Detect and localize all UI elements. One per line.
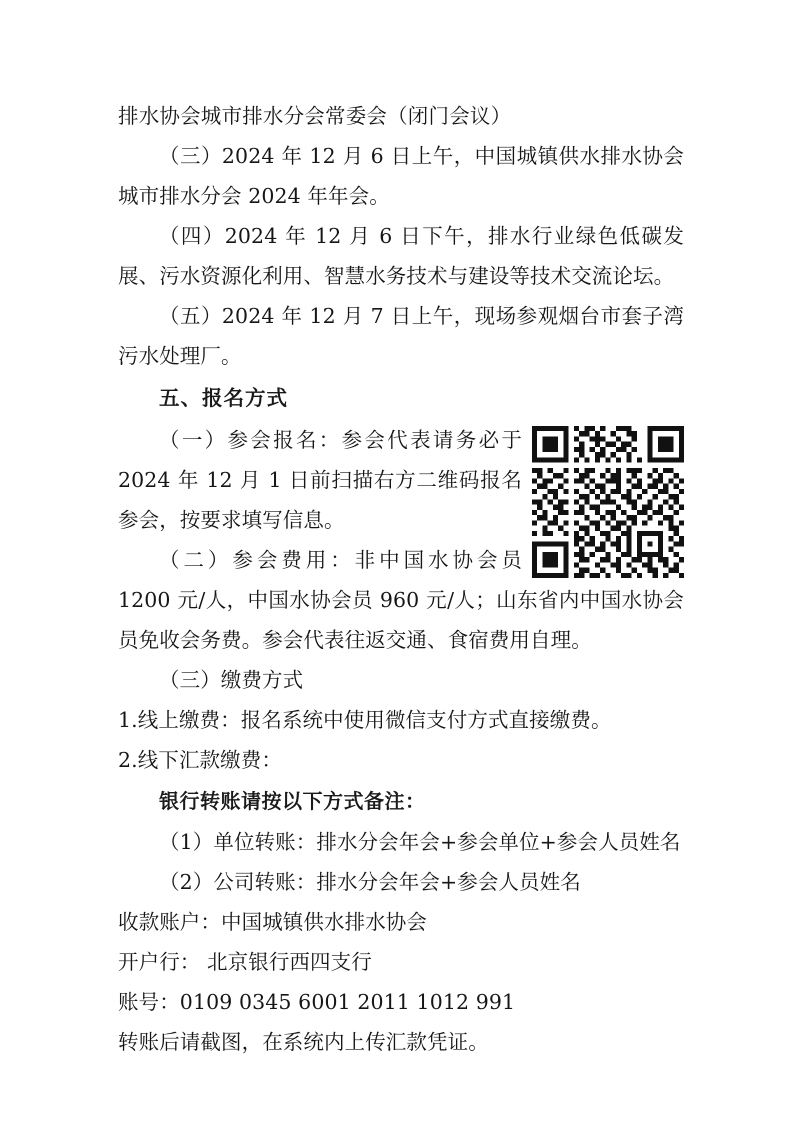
agenda-item-3: （三）2024 年 12 月 6 日上午，中国城镇供水排水协会城市排水分会 2024 年年会。 <box>118 144 684 208</box>
bank-transfer-note-heading: 银行转账请按以下方式备注： <box>159 789 426 813</box>
qr-code-image <box>532 426 684 578</box>
account-number: 账号：0109 0345 6001 2011 1012 991 <box>118 990 516 1014</box>
section-heading-registration: 五、报名方式 <box>159 386 288 410</box>
agenda-item-4: （四）2024 年 12 月 6 日下午，排水行业绿色低碳发展、污水资源化利用、智慧水务技术与建设等技术交流论坛。 <box>118 224 684 288</box>
registration-with-qr <box>118 420 684 660</box>
bank-note-company-transfer: （2）公司转账：排水分会年会+参会人员姓名 <box>159 870 581 894</box>
bank-branch: 开户行： 北京银行西四支行 <box>118 950 372 974</box>
registration-item-2: （二）参会费用：非中国水协会员 1200 元/人，中国水协会员 960 元/人；山东省内中国水协会员免收会务费。参会代表往返交通、食宿费用自理。 <box>118 548 684 652</box>
bank-note-unit-transfer: （1）单位转账：排水分会年会+参会单位+参会人员姓名 <box>159 830 681 854</box>
payee-account: 收款账户：中国城镇供水排水协会 <box>118 910 427 934</box>
payment-offline: 2.线下汇款缴费： <box>118 748 282 772</box>
registration-qr-code[interactable] <box>532 426 684 578</box>
transfer-final-note: 转账后请截图，在系统内上传汇款凭证。 <box>118 1030 489 1054</box>
qr-code-svg <box>532 426 684 578</box>
document-body <box>118 96 684 1062</box>
agenda-item-5: （五）2024 年 12 月 7 日上午，现场参观烟台市套子湾污水处理厂。 <box>118 304 684 368</box>
continued-line: 排水协会城市排水分会常委会（闭门会议） <box>118 104 512 128</box>
payment-online: 1.线上缴费：报名系统中使用微信支付方式直接缴费。 <box>118 708 612 732</box>
registration-item-1: （一）参会报名：参会代表请务必于 2024 年 12 月 1 日前扫描右方二维码报名参会，按要求填写信息。 <box>118 428 522 532</box>
registration-item-3: （三）缴费方式 <box>159 668 304 692</box>
